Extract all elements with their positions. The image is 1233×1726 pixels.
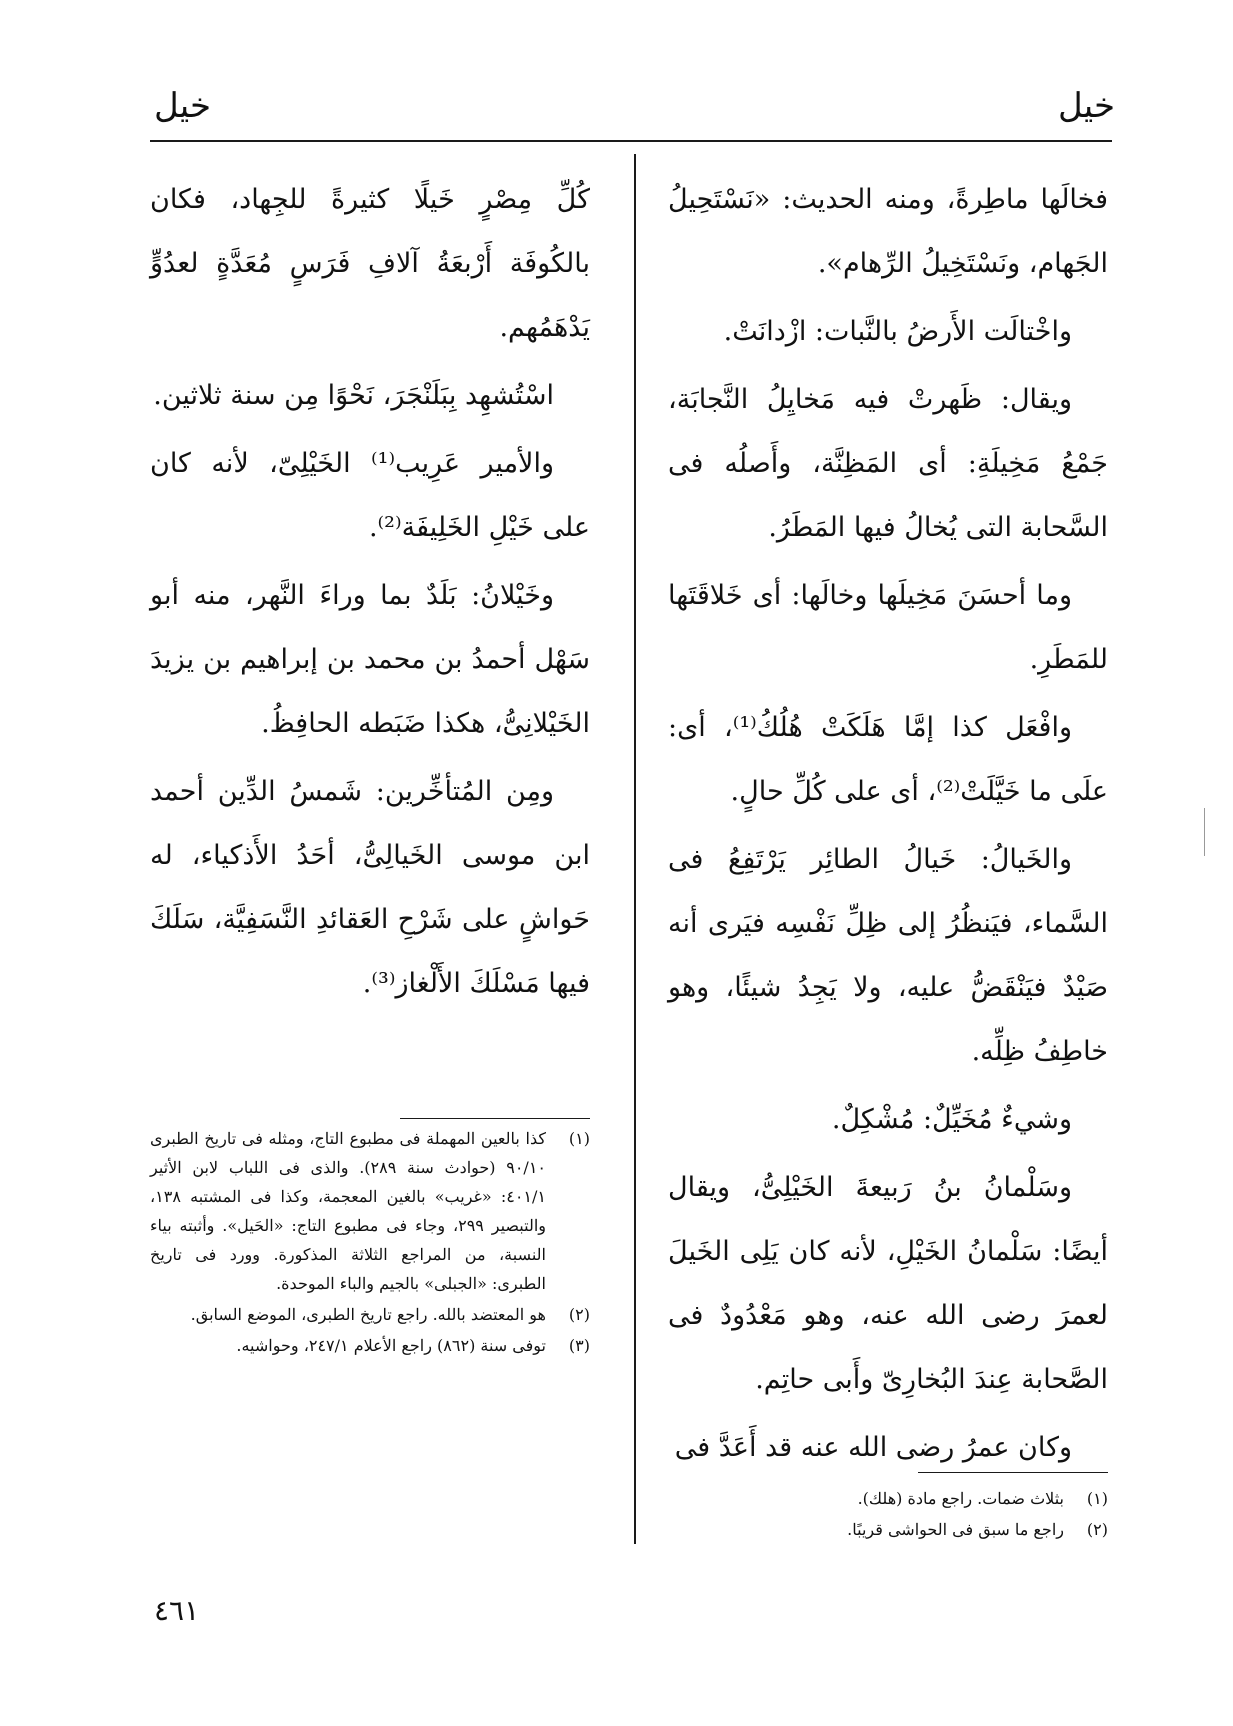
page-number: ٤٦١ <box>154 1594 200 1627</box>
paragraph: فخالَها ماطِرةً، ومنه الحديث: «نَسْتَحِيلُ الجَهام، ونَسْتَخِيلُ الرِّهام». <box>668 184 1108 279</box>
footnote <box>150 1331 590 1360</box>
paragraph: وسَلْمانُ بنُ رَبيعةَ الخَيْلِىُّ، ويقال أيضًا: سَلْمانُ الخَيْلِ، لأنه كان يَلِى الخَيلَ لعمرَ رضى الله عنه، وهو مَعْدُودٌ فى الصَّحابة عِندَ البُخارِىّ وأَبى حاتِم. <box>668 1172 1108 1395</box>
right-column <box>668 168 1108 1484</box>
footnote <box>668 1484 1108 1513</box>
running-head-left: خيل <box>154 86 212 126</box>
paragraph: وافْعَل كذا إمَّا هَلَكَتْ هُلُكُ⁽¹⁾، أى: علَى ما خَيَّلَتْ⁽²⁾، أى على كُلِّ حالٍ. <box>668 712 1108 807</box>
header-rule <box>150 140 1112 142</box>
footnote-text: كذا بالعين المهملة فى مطبوع التاج، ومثله فى تاريخ الطبرى ٩٠/١٠ (حوادث سنة ٢٨٩). والذى فى اللباب لابن الأثير ٤٠١/١: «غريب» بالغين المعجمة، وكذا فى المشتبه ١٣٨، والتبصير ٢٩٩، وجاء فى مطبوع التاج: «الحَيل». وأثبته بياء النسبة، من المراجع الثلاثة المذكورة. وورد فى تاريخ الطبرى: «الجبلى» بالجيم والباء الموحدة. <box>150 1129 546 1293</box>
footnote <box>668 1515 1108 1544</box>
footnotes-left <box>150 1124 590 1362</box>
footnotes-right <box>668 1484 1108 1546</box>
paragraph: واخْتالَت الأَرضُ بالنَّبات: ازْدانَتْ. <box>723 316 1072 347</box>
paragraph: والأمير عَرِيب⁽¹⁾ الخَيْلِىّ، لأنه كان على خَيْلِ الخَلِيفَة⁽²⁾. <box>150 448 590 543</box>
paragraph: وشيءٌ مُخَيِّلٌ: مُشْكِلٌ. <box>831 1104 1072 1135</box>
footnote-rule-left <box>400 1118 590 1119</box>
footnote-number: (١) <box>1086 1489 1108 1508</box>
footnote-number: (٢) <box>568 1305 590 1324</box>
paragraph: والخَيالُ: خَيالُ الطائِر يَرْتَفِعُ فى السَّماء، فيَنظُرُ إلى ظِلِّ نَفْسِه فيَرى أنه صَيْدٌ فيَنْقَضُّ عليه، ولا يَجِدُ شيئًا، وهو خاطِفُ ظِلِّه. <box>668 844 1108 1067</box>
footnote-text: بثلاث ضمات. راجع مادة (هلك). <box>857 1489 1064 1508</box>
footnote-text: راجع ما سبق فى الحواشى قريبًا. <box>847 1520 1064 1539</box>
footnote-number: (٣) <box>568 1336 590 1355</box>
paragraph: كُلِّ مِصْرٍ خَيلًا كثيرةً للجِهاد، فكان بالكُوفَة أَرْبعَةُ آلافِ فَرَسٍ مُعَدَّةٍ لعدُوٍّ يَدْهَمُهم. <box>150 184 590 343</box>
paragraph: وخَيْلانُ: بَلَدٌ بما وراءَ النَّهر، منه أبو سَهْل أحمدُ بن محمد بن إبراهيم بن يزيدَ الخَيْلانِىُّ، هكذا ضَبَطه الحافِظُ. <box>150 580 590 739</box>
footnote-number: (١) <box>568 1129 590 1148</box>
footnote <box>150 1124 590 1298</box>
paragraph: ومِن المُتأخِّرين: شَمسُ الدِّين أحمد ابن موسى الخَيالِىُّ، أحَدُ الأَذكياء، له حَواشٍ على شَرْحِ العَقائدِ النَّسَفِيَّة، سَلَكَ فيها مَسْلَكَ الأَلْغاز⁽³⁾. <box>150 776 590 999</box>
paragraph: ويقال: ظَهرتْ فيه مَخايِلُ النَّجابَة، جَمْعُ مَخِيلَةِ: أى المَظِنَّة، وأَصلُه فى السَّحابة التى يُخالُ فيها المَطَرُ. <box>668 384 1108 543</box>
running-head-right: خيل <box>1058 86 1116 126</box>
paragraph: اسْتُشهِد بِبَلَنْجَرَ، نَحْوًا مِن سنة ثلاثين. <box>153 380 554 411</box>
footnote-text: توفى سنة (٨٦٢) راجع الأعلام ٢٤٧/١، وحواشيه. <box>236 1336 546 1355</box>
footnote <box>150 1300 590 1329</box>
footnote-rule-right <box>918 1472 1108 1473</box>
column-divider <box>634 154 636 1544</box>
margin-mark <box>1204 808 1205 856</box>
paragraph: وكان عمرُ رضى الله عنه قد أَعَدَّ فى <box>674 1432 1072 1463</box>
paragraph: وما أحسَنَ مَخِيلَها وخالَها: أى خَلاقَتَها للمَطَرِ. <box>668 580 1108 675</box>
footnote-number: (٢) <box>1086 1520 1108 1539</box>
footnote-text: هو المعتضد بالله. راجع تاريخ الطبرى، الموضع السابق. <box>190 1305 546 1324</box>
left-column <box>150 168 590 1020</box>
